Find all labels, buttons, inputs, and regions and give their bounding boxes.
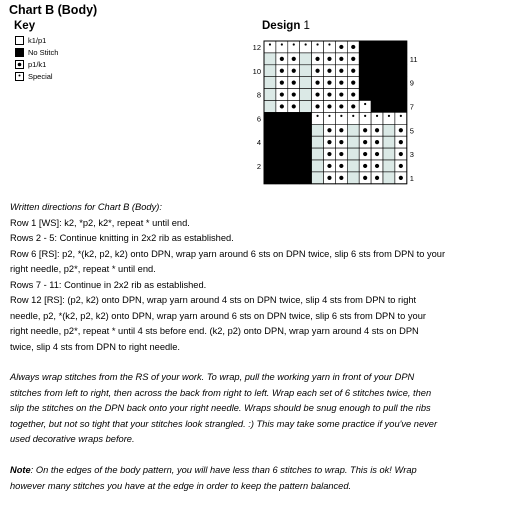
no-stitch-cell (276, 172, 288, 184)
written-line: right needle, p2*, repeat * until end. (10, 264, 156, 274)
purl-dot (375, 176, 379, 180)
no-stitch-cell (359, 89, 371, 101)
no-stitch-cell (300, 148, 312, 160)
special-mark (281, 43, 283, 45)
key-item-label: Special (28, 72, 53, 81)
special-cell (276, 41, 288, 53)
purl-dot (327, 140, 331, 144)
special-cell (371, 112, 383, 124)
design-number: 1 (303, 20, 310, 32)
purl-dot (339, 152, 343, 156)
row-label-right: 11 (409, 54, 418, 64)
no-stitch-cell (371, 89, 383, 101)
no-stitch-cell (276, 160, 288, 172)
written-lines (10, 216, 445, 356)
special-cell (312, 112, 324, 124)
no-stitch-cell (288, 124, 300, 136)
purl-dot (327, 164, 331, 168)
row-label-right: 1 (409, 173, 414, 183)
purl-dot (339, 69, 343, 73)
purl-dot (339, 164, 343, 168)
purl-dot (351, 57, 355, 61)
row-label-right: 3 (409, 150, 414, 160)
no-stitch-cell (276, 148, 288, 160)
no-stitch-cell (383, 77, 395, 89)
knit-cell (300, 89, 312, 101)
purl-dot (339, 81, 343, 85)
special-cell (300, 41, 312, 53)
no-stitch-cell (383, 41, 395, 53)
no-stitch-cell (288, 136, 300, 148)
no-stitch-cell (371, 101, 383, 113)
purl-dot (375, 128, 379, 132)
knit-cell (383, 136, 395, 148)
knit-cell (383, 124, 395, 136)
purl-dot (280, 69, 284, 73)
special-cell (288, 41, 300, 53)
no-stitch-cell (288, 112, 300, 124)
special-cell (359, 101, 371, 113)
purl-dot (375, 140, 379, 144)
key-item-label: k1/p1 (28, 36, 47, 45)
row-label-right: 7 (409, 102, 414, 112)
special-mark (400, 115, 402, 117)
purl-dot (375, 152, 379, 156)
special-cell (324, 41, 336, 53)
purl-dot (327, 104, 331, 108)
purl-dot (292, 92, 296, 96)
note-label: Note (10, 465, 31, 475)
no-stitch-cell (395, 101, 407, 113)
special-cell (359, 112, 371, 124)
no-stitch-cell (276, 124, 288, 136)
purl-dot (363, 140, 367, 144)
written-directions (10, 200, 445, 355)
no-stitch-cell (300, 160, 312, 172)
design-title-label: Design (262, 20, 301, 32)
purl-dot (280, 57, 284, 61)
written-line: right needle, p2*, repeat * until 4 sts before end. (k2, p2) onto DPN, wrap yarn around 4 sts on DPN (10, 326, 419, 336)
no-stitch-cell (395, 77, 407, 89)
special-mark (340, 115, 342, 117)
purl-dot (351, 69, 355, 73)
no-stitch-cell (300, 172, 312, 184)
wrap-line: stitches from left to right, then across the back from right to left. Wrap each set of 6 stitches twice, then (10, 387, 432, 398)
no-stitch-cell (264, 172, 276, 184)
purl-dot (399, 176, 403, 180)
special-mark (388, 115, 390, 117)
no-stitch-cell (383, 65, 395, 77)
no-stitch-cell (359, 53, 371, 65)
knit-cell (264, 65, 276, 77)
no-stitch-cell (276, 112, 288, 124)
no-stitch-cell (264, 160, 276, 172)
purl-dot (315, 104, 319, 108)
wrap-lines (10, 370, 437, 448)
knit-cell (300, 65, 312, 77)
row-label-left: 6 (256, 114, 261, 124)
no-stitch-cell (395, 65, 407, 77)
knit-cell (383, 160, 395, 172)
no-stitch-cell (371, 53, 383, 65)
written-line: Row 6 [RS]: p2, *(k2, p2, k2) onto DPN, wrap yarn around 6 sts on DPN twice, slip 6 sts from DPN to your (10, 248, 446, 259)
special-mark (328, 43, 330, 45)
row-label-left: 10 (252, 66, 261, 76)
no-stitch-cell (264, 112, 276, 124)
no-stitch-cell (383, 89, 395, 101)
no-stitch-cell (371, 77, 383, 89)
special-mark (293, 43, 295, 45)
no-stitch-cell (395, 41, 407, 53)
purl-dot (351, 104, 355, 108)
special-cell (347, 112, 359, 124)
knit-cell (312, 160, 324, 172)
knit-cell (300, 77, 312, 89)
purl-dot (363, 152, 367, 156)
written-line: Rows 7 - 11: Continue in 2x2 rib as established. (10, 279, 207, 290)
written-line: Rows 2 - 5: Continue knitting in 2x2 rib as established. (10, 233, 234, 243)
written-heading: Written directions for Chart B (Body): (10, 202, 162, 212)
knit-cell (264, 53, 276, 65)
knit-cell (347, 136, 359, 148)
wrap-line: slip the stitches on the DPN back onto your right needle. Wraps should be snug enough to pull the ribs (10, 403, 431, 413)
no-stitch-cell (371, 41, 383, 53)
purl-dot (363, 164, 367, 168)
purl-dot (327, 152, 331, 156)
purl-dot (327, 92, 331, 96)
purl-dot (351, 92, 355, 96)
special-cell (383, 112, 395, 124)
knit-cell (347, 160, 359, 172)
purl-dot (351, 45, 355, 49)
purl-dot (327, 176, 331, 180)
row-label-left: 12 (252, 43, 261, 52)
note-block (10, 463, 417, 494)
no-stitch-cell (383, 101, 395, 113)
purl-dot (363, 176, 367, 180)
purl-dot (292, 69, 296, 73)
knit-cell (312, 124, 324, 136)
no-stitch-cell (359, 65, 371, 77)
no-stitch-cell (264, 124, 276, 136)
no-stitch-cell (300, 112, 312, 124)
purl-dot (363, 128, 367, 132)
purl-dot (292, 57, 296, 61)
row-label-left: 4 (256, 138, 261, 148)
purl-dot (315, 81, 319, 85)
purl-dot (292, 81, 296, 85)
no-stitch-cell (264, 148, 276, 160)
special-mark (316, 43, 318, 45)
special-mark (376, 115, 378, 117)
purl-dot (315, 69, 319, 73)
no-stitch-cell (288, 160, 300, 172)
purl-dot (339, 45, 343, 49)
purl-dot (339, 176, 343, 180)
row-label-right: 9 (409, 78, 414, 88)
special-mark (316, 115, 318, 117)
purl-dot (327, 57, 331, 61)
wrap-instructions (10, 370, 437, 448)
written-line: Row 1 [WS]: k2, *p2, k2*, repeat * until end. (10, 217, 190, 228)
note-line-1 (10, 463, 417, 479)
wrap-line: used decorative wraps before. (10, 434, 135, 444)
key-item-label: No Stitch (28, 48, 59, 57)
knit-cell (300, 53, 312, 65)
special-mark (352, 115, 354, 117)
no-stitch-cell (288, 148, 300, 160)
special-cell (324, 112, 336, 124)
row-label-left: 2 (256, 162, 261, 171)
knit-cell (347, 124, 359, 136)
written-line: twice, slip 4 sts from DPN to right needle. (10, 341, 180, 352)
knit-cell (264, 77, 276, 89)
no-stitch-cell (371, 65, 383, 77)
written-line: Row 12 [RS]: (p2, k2) onto DPN, wrap yarn around 4 sts on DPN twice, slip 4 sts from DPN to right (10, 295, 417, 305)
special-cell (335, 112, 347, 124)
no-stitch-cell (395, 53, 407, 65)
no-stitch-cell (359, 77, 371, 89)
purl-dot (351, 81, 355, 85)
wrap-line: Always wrap stitches from the RS of your work. To wrap, pull the working yarn in front of your DPN (10, 372, 415, 382)
purl-dot (280, 104, 284, 108)
no-stitch-cell (276, 136, 288, 148)
purl-dot (327, 69, 331, 73)
special-mark (269, 43, 271, 45)
purl-dot (375, 164, 379, 168)
purl-dot (339, 57, 343, 61)
purl-dot (327, 128, 331, 132)
special-cell (312, 41, 324, 53)
purl-dot (280, 81, 284, 85)
wrap-line: together, but not so tight that your stitches look strangled. :) This may take some practice if you've never (10, 418, 438, 429)
purl-dot (399, 164, 403, 168)
purl-dot (327, 81, 331, 85)
knit-cell (312, 148, 324, 160)
purl-dot (339, 92, 343, 96)
knit-cell (347, 172, 359, 184)
row-label-right: 5 (409, 126, 414, 136)
purl-dot (292, 104, 296, 108)
knit-cell (312, 172, 324, 184)
no-stitch-cell (264, 136, 276, 148)
key-item-label: p1/k1 (28, 60, 47, 69)
purl-dot (399, 152, 403, 156)
purl-dot (339, 140, 343, 144)
no-stitch-cell (300, 136, 312, 148)
no-stitch-cell (383, 53, 395, 65)
page-title: Chart B (Body) (9, 3, 98, 17)
purl-dot (280, 92, 284, 96)
no-stitch-cell (300, 124, 312, 136)
written-line: needle, p2, *(k2, p2, k2) onto DPN, wrap yarn around 6 sts on DPN twice, slip 6 sts from DPN to your (10, 310, 426, 321)
special-mark (364, 115, 366, 117)
note-line-2: however many stitches you have at the edge in order to keep the pattern balanced. (10, 480, 352, 491)
knit-cell (383, 148, 395, 160)
special-mark (364, 103, 366, 105)
purl-dot (399, 128, 403, 132)
purl-dot (399, 140, 403, 144)
special-cell (264, 41, 276, 53)
purl-dot (339, 128, 343, 132)
knit-cell (264, 101, 276, 113)
purl-dot (315, 57, 319, 61)
no-stitch-cell (395, 89, 407, 101)
note-text: : On the edges of the body pattern, you will have less than 6 stitches to wrap. This is ok! Wrap (30, 465, 417, 475)
special-mark (305, 43, 307, 45)
key-title: Key (14, 20, 36, 32)
no-stitch-cell (288, 172, 300, 184)
special-mark (328, 115, 330, 117)
chart-grid (0, 0, 507, 200)
knit-cell (383, 172, 395, 184)
knit-cell (347, 148, 359, 160)
knit-cell (312, 136, 324, 148)
special-cell (395, 112, 407, 124)
row-label-left: 8 (256, 90, 261, 100)
no-stitch-cell (359, 41, 371, 53)
knit-cell (300, 101, 312, 113)
purl-dot (315, 92, 319, 96)
knit-cell (264, 89, 276, 101)
purl-dot (339, 104, 343, 108)
